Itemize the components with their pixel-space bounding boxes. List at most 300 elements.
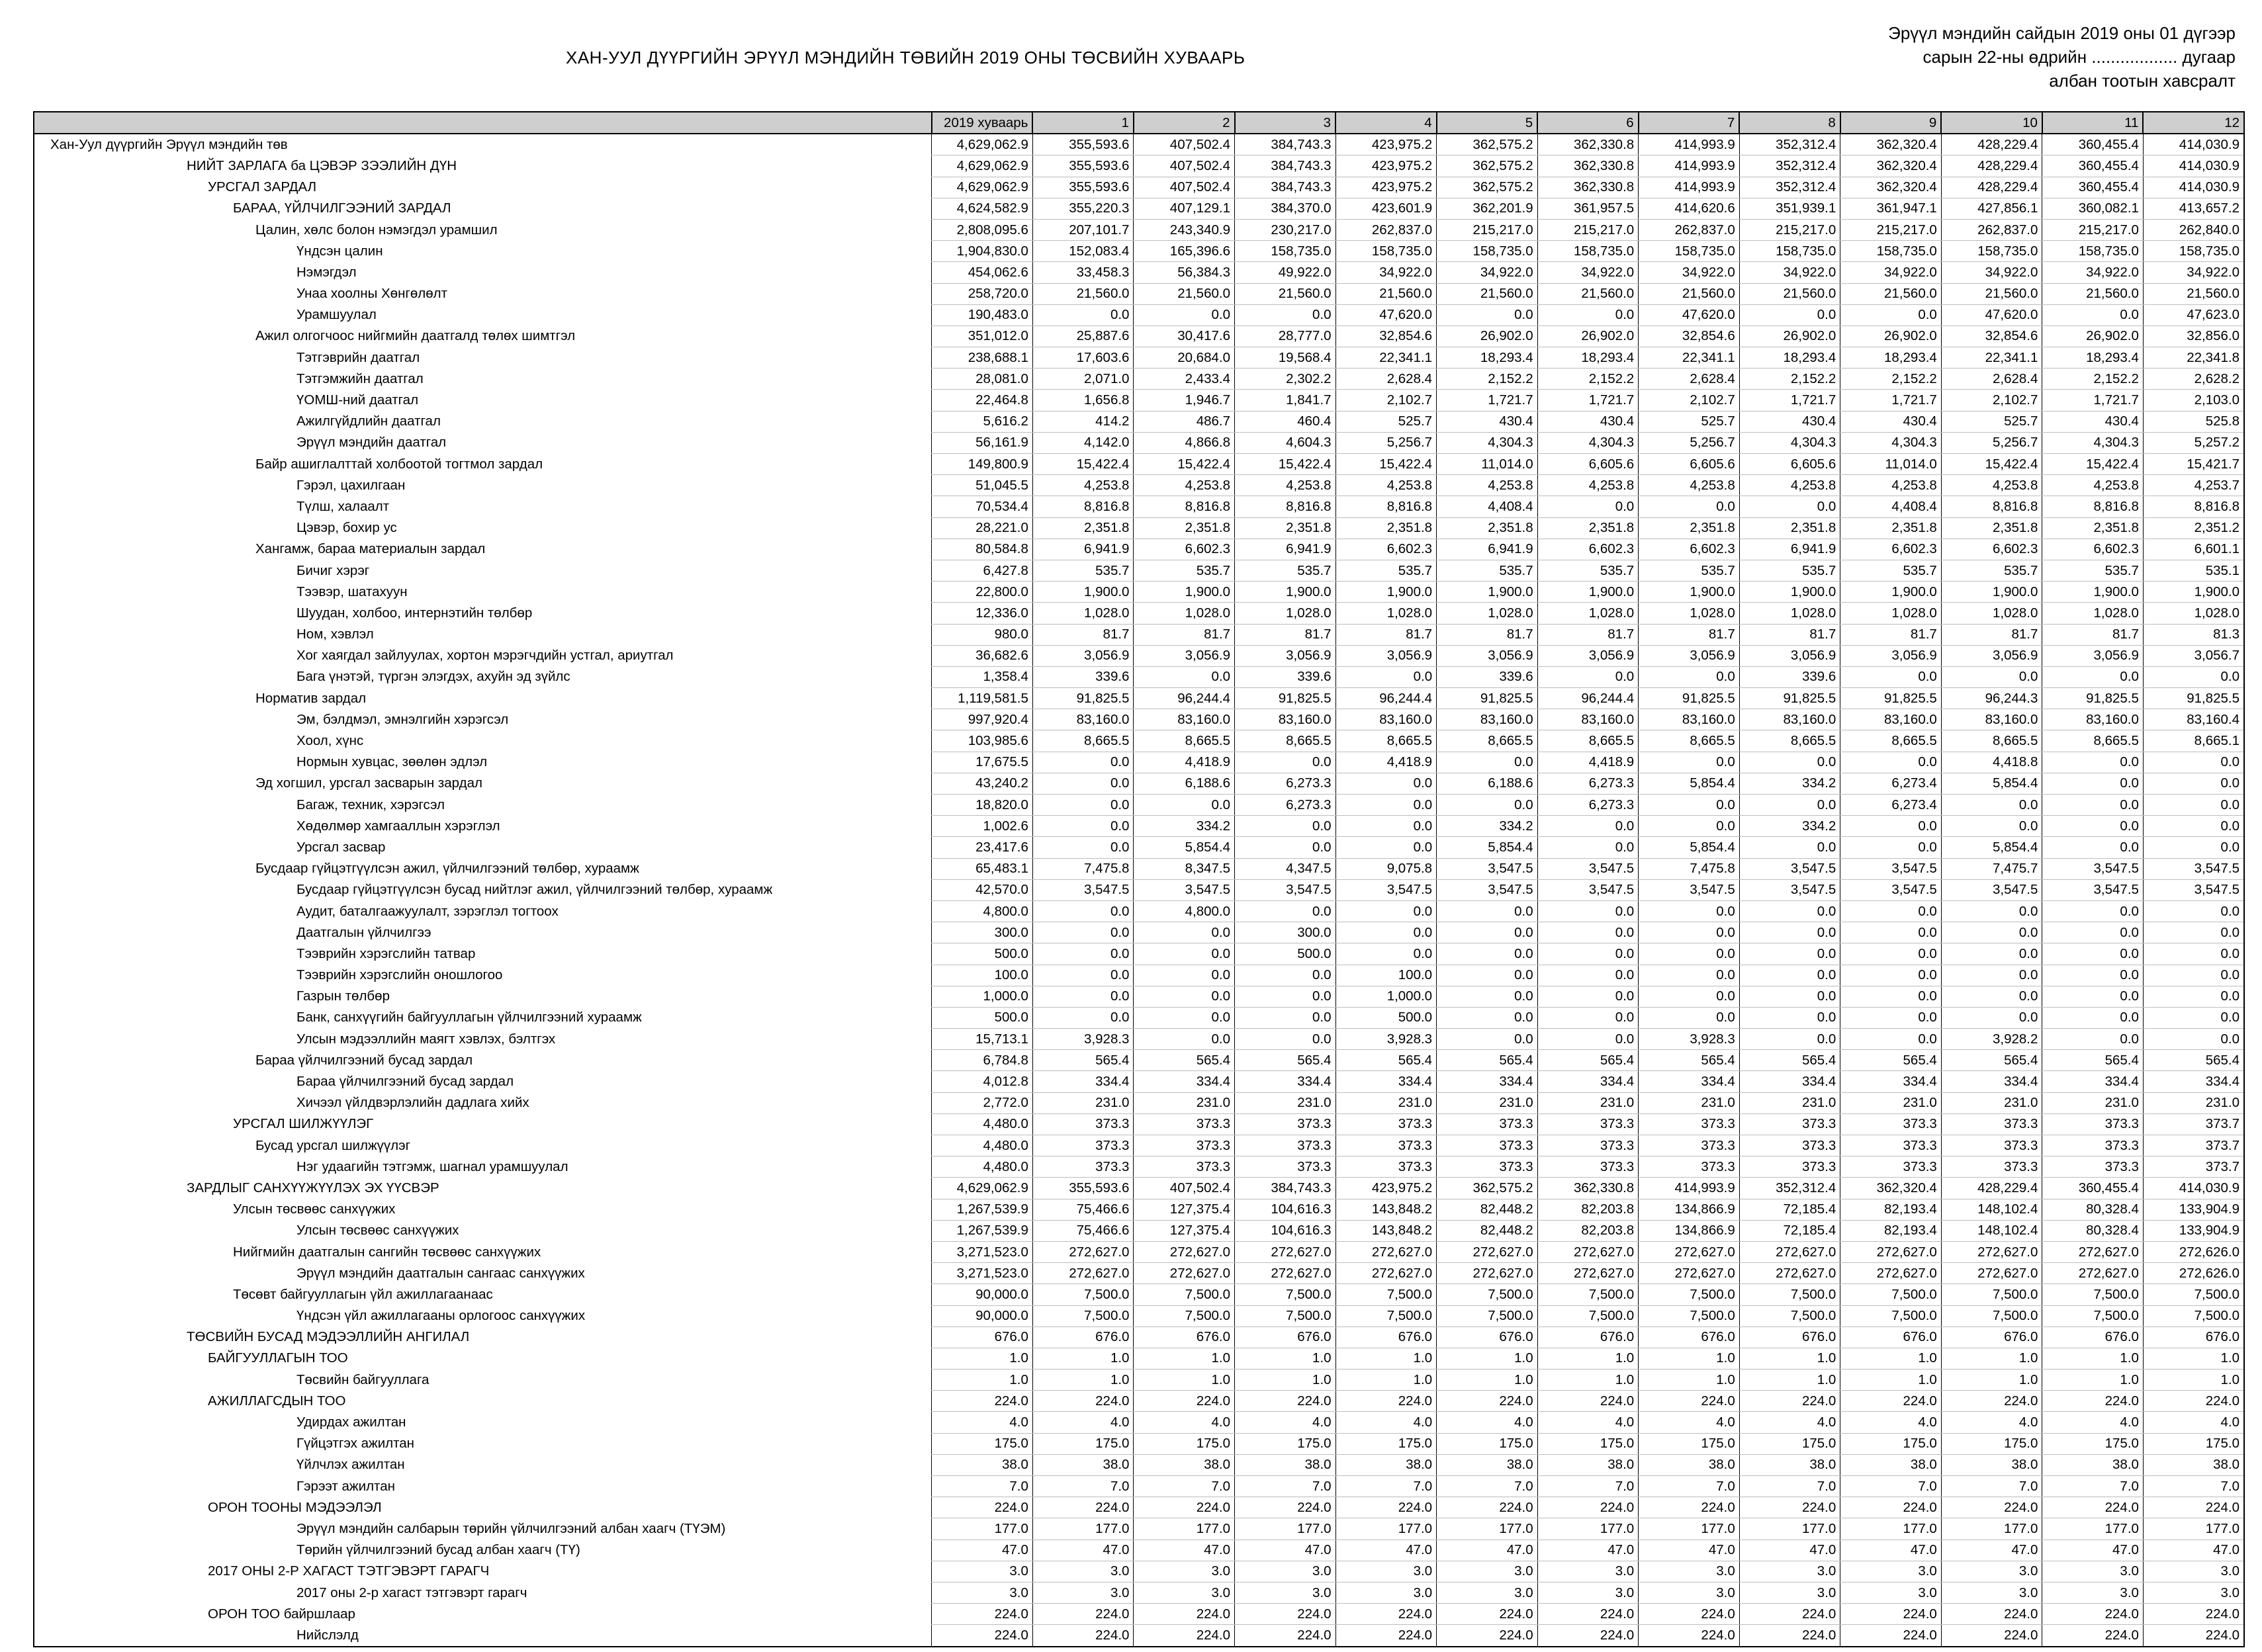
row-label: Төсөвт байгууллагын үйл ажиллагаанаас — [34, 1284, 932, 1305]
row-value: 676.0 — [1840, 1326, 1942, 1348]
row-value: 373.7 — [2143, 1135, 2244, 1156]
row-value: 355,593.6 — [1032, 177, 1134, 198]
row-value: 231.0 — [1235, 1092, 1336, 1113]
row-value: 22,341.1 — [1941, 347, 2042, 369]
row-value: 362,320.4 — [1840, 177, 1942, 198]
row-value: 373.3 — [1537, 1113, 1639, 1135]
row-value: 535.7 — [1235, 560, 1336, 581]
row-value: 272,627.0 — [1032, 1241, 1134, 1262]
row-value: 28,221.0 — [932, 517, 1033, 539]
row-value: 0.0 — [1537, 304, 1639, 326]
row-label: АЖИЛЛАГСДЫН ТОО — [34, 1391, 932, 1412]
table-row — [34, 1029, 2244, 1050]
row-value: 224.0 — [932, 1625, 1033, 1647]
row-label: Тээврийн хэрэгслийн татвар — [34, 943, 932, 965]
row-value: 224.0 — [2042, 1625, 2144, 1647]
table-row — [34, 1454, 2244, 1475]
row-value: 175.0 — [2042, 1433, 2144, 1454]
row-value: 177.0 — [1235, 1518, 1336, 1540]
row-value: 334.4 — [1840, 1071, 1942, 1092]
row-value: 352,312.4 — [1739, 1178, 1840, 1199]
row-value: 373.3 — [1537, 1156, 1639, 1178]
row-value: 352,312.4 — [1739, 134, 1840, 155]
row-value: 334.4 — [1235, 1071, 1336, 1092]
row-value: 2,351.8 — [1335, 517, 1437, 539]
row-value: 3,928.3 — [1335, 1029, 1437, 1050]
row-value: 224.0 — [1840, 1497, 1942, 1518]
row-value: 224.0 — [1335, 1625, 1437, 1647]
row-value: 1,028.0 — [2143, 603, 2244, 624]
table-row — [34, 390, 2244, 411]
row-value: 0.0 — [1639, 1007, 1740, 1028]
row-value: 1,028.0 — [1134, 603, 1235, 624]
row-value: 22,341.1 — [1335, 347, 1437, 369]
table-row — [34, 347, 2244, 369]
row-value: 224.0 — [932, 1391, 1033, 1412]
row-value: 362,320.4 — [1840, 1178, 1942, 1199]
row-value: 7,500.0 — [2143, 1305, 2244, 1326]
row-value: 190,483.0 — [932, 304, 1033, 326]
row-value: 1,900.0 — [1739, 582, 1840, 603]
row-value: 243,340.9 — [1134, 219, 1235, 240]
table-row — [34, 922, 2244, 943]
column-header: 2019 хуваарь — [932, 112, 1033, 134]
row-value: 8,816.8 — [2042, 496, 2144, 517]
row-value: 4.0 — [1639, 1412, 1740, 1433]
row-value: 8,665.1 — [2143, 730, 2244, 752]
row-value: 272,627.0 — [1134, 1263, 1235, 1284]
row-value: 1,267,539.9 — [932, 1220, 1033, 1241]
table-row — [34, 624, 2244, 645]
row-value: 6,941.9 — [1032, 539, 1134, 560]
row-value: 486.7 — [1134, 411, 1235, 432]
row-value: 1,900.0 — [1537, 582, 1639, 603]
row-value: 407,502.4 — [1134, 177, 1235, 198]
approval-note — [1888, 21, 2236, 93]
row-value: 535.1 — [2143, 560, 2244, 581]
row-value: 0.0 — [2042, 1029, 2144, 1050]
row-value: 4,253.8 — [1134, 475, 1235, 496]
row-value: 414,993.9 — [1639, 134, 1740, 155]
row-value: 177.0 — [1739, 1518, 1840, 1540]
row-value: 525.7 — [1639, 411, 1740, 432]
row-value: 5,854.4 — [1639, 773, 1740, 794]
table-row — [34, 1092, 2244, 1113]
row-value: 0.0 — [2143, 1029, 2244, 1050]
table-row — [34, 837, 2244, 858]
row-value: 414,993.9 — [1639, 1178, 1740, 1199]
row-label: Унаа хоолны Хөнгөлөлт — [34, 283, 932, 304]
row-value: 1,900.0 — [1941, 582, 2042, 603]
row-value: 0.0 — [1134, 1007, 1235, 1028]
row-value: 104,616.3 — [1235, 1199, 1336, 1220]
row-value: 8,665.5 — [1739, 730, 1840, 752]
row-value: 224.0 — [1639, 1625, 1740, 1647]
row-value: 3,056.9 — [1235, 645, 1336, 666]
row-value: 231.0 — [1437, 1092, 1538, 1113]
table-row — [34, 326, 2244, 347]
row-value: 1.0 — [1032, 1369, 1134, 1391]
row-value: 224.0 — [1739, 1497, 1840, 1518]
row-label: Улсын төсвөөс санхүүжих — [34, 1220, 932, 1241]
row-value: 224.0 — [1537, 1391, 1639, 1412]
row-value: 0.0 — [1437, 986, 1538, 1007]
row-value: 91,825.5 — [1437, 688, 1538, 709]
row-value: 231.0 — [1335, 1092, 1437, 1113]
row-value: 535.7 — [1437, 560, 1538, 581]
table-row — [34, 603, 2244, 624]
row-value: 4,480.0 — [932, 1113, 1033, 1135]
row-value: 4,012.8 — [932, 1071, 1033, 1092]
row-label: ЗАРДЛЫГ САНХҮҮЖҮҮЛЭХ ЭХ ҮҮСВЭР — [34, 1178, 932, 1199]
row-value: 18,820.0 — [932, 795, 1033, 816]
row-value: 224.0 — [1235, 1497, 1336, 1518]
row-value: 18,293.4 — [1739, 347, 1840, 369]
row-value: 0.0 — [1840, 816, 1942, 837]
row-value: 1.0 — [1639, 1369, 1740, 1391]
row-value: 423,975.2 — [1335, 177, 1437, 198]
row-value: 96,244.3 — [1941, 688, 2042, 709]
row-value: 177.0 — [1032, 1518, 1134, 1540]
table-row — [34, 879, 2244, 900]
row-label: Хан-Уул дүүргийн Эрүүл мэндийн төв — [34, 134, 932, 155]
row-value: 3,056.9 — [1134, 645, 1235, 666]
row-value: 224.0 — [1941, 1497, 2042, 1518]
row-value: 3,547.5 — [1739, 858, 1840, 879]
row-value: 215,217.0 — [2042, 219, 2144, 240]
row-value: 565.4 — [1235, 1050, 1336, 1071]
row-value: 4,253.8 — [1335, 475, 1437, 496]
table-row — [34, 816, 2244, 837]
row-value: 460.4 — [1235, 411, 1336, 432]
row-value: 262,837.0 — [1639, 219, 1740, 240]
row-label: Бага үнэтэй, түргэн элэгдэх, ахуйн эд зүйлс — [34, 666, 932, 687]
row-value: 4,408.4 — [1840, 496, 1942, 517]
row-value: 3.0 — [1941, 1582, 2042, 1603]
row-value: 32,854.6 — [1941, 326, 2042, 347]
table-row — [34, 688, 2244, 709]
row-value: 224.0 — [1335, 1604, 1437, 1625]
row-value: 272,627.0 — [1739, 1263, 1840, 1284]
row-value: 339.6 — [1437, 666, 1538, 687]
row-value: 0.0 — [2143, 816, 2244, 837]
row-value: 6,427.8 — [932, 560, 1033, 581]
table-row — [34, 1518, 2244, 1540]
row-value: 0.0 — [1941, 986, 2042, 1007]
row-value: 0.0 — [1840, 922, 1942, 943]
row-value: 2,152.2 — [1739, 369, 1840, 390]
row-value: 0.0 — [1437, 304, 1538, 326]
row-label: Банк, санхүүгийн байгууллагын үйлчилгээний хураамж — [34, 1007, 932, 1028]
row-value: 15,422.4 — [1134, 454, 1235, 475]
row-value: 83,160.4 — [2143, 709, 2244, 730]
row-value: 158,735.0 — [1235, 241, 1336, 262]
row-value: 224.0 — [1840, 1625, 1942, 1647]
row-value: 0.0 — [1537, 1029, 1639, 1050]
row-value: 224.0 — [1235, 1625, 1336, 1647]
row-value: 3.0 — [1032, 1582, 1134, 1603]
table-row — [34, 454, 2244, 475]
row-value: 7.0 — [2042, 1476, 2144, 1497]
row-value: 21,560.0 — [1941, 283, 2042, 304]
row-value: 7,500.0 — [1335, 1284, 1437, 1305]
row-value: 19,568.4 — [1235, 347, 1336, 369]
row-value: 0.0 — [1537, 922, 1639, 943]
row-value: 3,056.9 — [1437, 645, 1538, 666]
column-header: 5 — [1437, 112, 1538, 134]
row-value: 7,500.0 — [1134, 1284, 1235, 1305]
row-value: 373.3 — [1437, 1135, 1538, 1156]
row-label: Тээвэр, шатахуун — [34, 582, 932, 603]
row-value: 91,825.5 — [1739, 688, 1840, 709]
row-label: Тээврийн хэрэгслийн оношлогоо — [34, 965, 932, 986]
row-value: 215,217.0 — [1840, 219, 1942, 240]
row-value: 0.0 — [1032, 752, 1134, 773]
row-value: 3.0 — [1639, 1561, 1740, 1582]
row-value: 6,605.6 — [1537, 454, 1639, 475]
row-value: 231.0 — [1840, 1092, 1942, 1113]
row-value: 1.0 — [1941, 1348, 2042, 1369]
row-value: 373.3 — [1134, 1113, 1235, 1135]
row-value: 1.0 — [2143, 1348, 2244, 1369]
row-label: Түлш, халаалт — [34, 496, 932, 517]
row-value: 1.0 — [2042, 1348, 2144, 1369]
row-value: 334.4 — [1032, 1071, 1134, 1092]
row-value: 6,602.3 — [1335, 539, 1437, 560]
row-value: 2,302.2 — [1235, 369, 1336, 390]
row-value: 4,629,062.9 — [932, 134, 1033, 155]
row-value: 0.0 — [1739, 752, 1840, 773]
row-value: 18,293.4 — [1840, 347, 1942, 369]
table-row — [34, 1113, 2244, 1135]
row-value: 0.0 — [1437, 1029, 1538, 1050]
row-value: 1,900.0 — [1335, 582, 1437, 603]
row-value: 565.4 — [1335, 1050, 1437, 1071]
row-value: 535.7 — [1537, 560, 1639, 581]
row-value: 384,743.3 — [1235, 134, 1336, 155]
row-value: 175.0 — [1235, 1433, 1336, 1454]
row-value: 158,735.0 — [1639, 241, 1740, 262]
row-value: 1.0 — [1437, 1348, 1538, 1369]
row-value: 231.0 — [1032, 1092, 1134, 1113]
row-value: 177.0 — [2042, 1518, 2144, 1540]
row-label: Ном, хэвлэл — [34, 624, 932, 645]
row-value: 373.3 — [2042, 1135, 2144, 1156]
row-value: 4,253.8 — [1537, 475, 1639, 496]
row-value: 565.4 — [2143, 1050, 2244, 1071]
row-value: 3.0 — [1537, 1561, 1639, 1582]
row-value: 21,560.0 — [1134, 283, 1235, 304]
row-value: 3,928.3 — [1639, 1029, 1740, 1050]
row-value: 7,500.0 — [1739, 1305, 1840, 1326]
row-value: 0.0 — [1032, 795, 1134, 816]
row-label: Хичээл үйлдвэрлэлийн дадлага хийх — [34, 1092, 932, 1113]
row-value: 96,244.4 — [1134, 688, 1235, 709]
row-value: 373.3 — [2042, 1113, 2144, 1135]
row-value: 1,028.0 — [1639, 603, 1740, 624]
row-value: 0.0 — [1437, 943, 1538, 965]
table-row — [34, 582, 2244, 603]
row-value: 0.0 — [1134, 965, 1235, 986]
row-value: 224.0 — [1134, 1497, 1235, 1518]
row-value: 3,547.5 — [2143, 879, 2244, 900]
row-value: 80,328.4 — [2042, 1220, 2144, 1241]
row-value: 224.0 — [1537, 1625, 1639, 1647]
row-value: 0.0 — [2042, 816, 2144, 837]
row-value: 535.7 — [2042, 560, 2144, 581]
row-value: 21,560.0 — [1235, 283, 1336, 304]
row-value: 8,816.8 — [1235, 496, 1336, 517]
row-value: 0.0 — [2042, 900, 2144, 922]
row-value: 224.0 — [2042, 1391, 2144, 1412]
table-row — [34, 1135, 2244, 1156]
table-row — [34, 304, 2244, 326]
row-value: 676.0 — [1739, 1326, 1840, 1348]
row-value: 38.0 — [1032, 1454, 1134, 1475]
row-value: 262,837.0 — [1335, 219, 1437, 240]
row-value: 1,119,581.5 — [932, 688, 1033, 709]
row-label: Даатгалын үйлчилгээ — [34, 922, 932, 943]
column-header: 9 — [1840, 112, 1942, 134]
row-label: ҮОМШ-ний даатгал — [34, 390, 932, 411]
row-value: 272,627.0 — [1941, 1263, 2042, 1284]
table-row — [34, 219, 2244, 240]
row-value: 500.0 — [932, 1007, 1033, 1028]
row-value: 2,628.4 — [1941, 369, 2042, 390]
row-value: 3,547.5 — [2143, 858, 2244, 879]
column-header: 1 — [1032, 112, 1134, 134]
table-row — [34, 1625, 2244, 1647]
row-value: 224.0 — [1840, 1391, 1942, 1412]
row-value: 676.0 — [1134, 1326, 1235, 1348]
row-value: 83,160.0 — [1941, 709, 2042, 730]
row-value: 207,101.7 — [1032, 219, 1134, 240]
row-value: 1.0 — [1437, 1369, 1538, 1391]
row-value: 6,941.9 — [1739, 539, 1840, 560]
row-label: Гэрэл, цахилгаан — [34, 475, 932, 496]
row-label: 2017 ОНЫ 2-Р ХАГАСТ ТЭТГЭВЭРТ ГАРАГЧ — [34, 1561, 932, 1582]
row-value: 6,273.4 — [1840, 795, 1942, 816]
row-value: 38.0 — [1235, 1454, 1336, 1475]
row-value: 4.0 — [1134, 1412, 1235, 1433]
row-value: 0.0 — [1032, 816, 1134, 837]
row-value: 175.0 — [1941, 1433, 2042, 1454]
row-value: 230,217.0 — [1235, 219, 1336, 240]
row-value: 15,422.4 — [1032, 454, 1134, 475]
row-value: 676.0 — [1437, 1326, 1538, 1348]
row-value: 8,665.5 — [1134, 730, 1235, 752]
table-row — [34, 1263, 2244, 1284]
row-value: 6,941.9 — [1437, 539, 1538, 560]
row-value: 373.3 — [1437, 1156, 1538, 1178]
row-value: 1.0 — [2143, 1369, 2244, 1391]
row-value: 1,358.4 — [932, 666, 1033, 687]
row-label: Үндсэн үйл ажиллагааны орлогоос санхүүжих — [34, 1305, 932, 1326]
row-value: 373.3 — [1537, 1135, 1639, 1156]
row-value: 133,904.9 — [2143, 1220, 2244, 1241]
row-value: 360,455.4 — [2042, 134, 2144, 155]
table-row — [34, 1156, 2244, 1178]
row-value: 177.0 — [1639, 1518, 1740, 1540]
row-value: 21,560.0 — [1437, 283, 1538, 304]
row-value: 4,624,582.9 — [932, 198, 1033, 219]
row-value: 3,056.9 — [1639, 645, 1740, 666]
row-label: БАРАА, ҮЙЛЧИЛГЭЭНИЙ ЗАРДАЛ — [34, 198, 932, 219]
row-value: 81.7 — [2042, 624, 2144, 645]
table-row — [34, 900, 2244, 922]
row-value: 0.0 — [2143, 752, 2244, 773]
row-value: 224.0 — [932, 1604, 1033, 1625]
row-value: 224.0 — [1134, 1391, 1235, 1412]
row-value: 215,217.0 — [1437, 219, 1538, 240]
row-value: 334.4 — [2143, 1071, 2244, 1092]
row-value: 22,341.1 — [1639, 347, 1740, 369]
row-value: 4,304.3 — [1537, 432, 1639, 453]
row-label: Хөдөлмөр хамгааллын хэрэглэл — [34, 816, 932, 837]
row-value: 4,253.8 — [1941, 475, 2042, 496]
row-value: 224.0 — [1235, 1391, 1336, 1412]
row-value: 30,417.6 — [1134, 326, 1235, 347]
row-value: 428,229.4 — [1941, 177, 2042, 198]
table-row — [34, 134, 2244, 155]
row-value: 361,947.1 — [1840, 198, 1942, 219]
row-value: 38.0 — [1941, 1454, 2042, 1475]
table-row — [34, 198, 2244, 219]
row-label: Төсвийн байгууллага — [34, 1369, 932, 1391]
row-value: 81.7 — [1537, 624, 1639, 645]
row-value: 231.0 — [2042, 1092, 2144, 1113]
row-value: 158,735.0 — [1437, 241, 1538, 262]
row-value: 38.0 — [1335, 1454, 1437, 1475]
row-value: 3.0 — [1235, 1582, 1336, 1603]
row-value: 15,421.7 — [2143, 454, 2244, 475]
table-row — [34, 795, 2244, 816]
approval-note-line: Эрүүл мэндийн сайдын 2019 оны 01 дүгээр — [1888, 23, 2236, 43]
row-value: 4.0 — [1437, 1412, 1538, 1433]
table-row — [34, 1241, 2244, 1262]
row-value: 224.0 — [1437, 1497, 1538, 1518]
row-value: 5,256.7 — [1941, 432, 2042, 453]
row-label: Норматив зардал — [34, 688, 932, 709]
row-value: 224.0 — [1941, 1604, 2042, 1625]
row-value: 91,825.5 — [1235, 688, 1336, 709]
row-label: ТӨСВИЙН БУСАД МЭДЭЭЛЛИЙН АНГИЛАЛ — [34, 1326, 932, 1348]
row-value: 33,458.3 — [1032, 262, 1134, 283]
row-value: 272,627.0 — [1840, 1241, 1942, 1262]
row-value: 158,735.0 — [1537, 241, 1639, 262]
row-value: 4,142.0 — [1032, 432, 1134, 453]
row-value: 15,422.4 — [1941, 454, 2042, 475]
row-value: 0.0 — [1537, 1007, 1639, 1028]
row-value: 414,993.9 — [1639, 155, 1740, 177]
column-header: 11 — [2042, 112, 2144, 134]
row-value: 3,547.5 — [1639, 879, 1740, 900]
row-value: 12,336.0 — [932, 603, 1033, 624]
row-value: 4,304.3 — [1437, 432, 1538, 453]
row-label: Үндсэн цалин — [34, 241, 932, 262]
row-value: 351,012.0 — [932, 326, 1033, 347]
row-value: 7,500.0 — [1941, 1305, 2042, 1326]
row-value: 373.3 — [1032, 1113, 1134, 1135]
row-value: 407,502.4 — [1134, 1178, 1235, 1199]
row-value: 4,253.8 — [1739, 475, 1840, 496]
row-value: 351,939.1 — [1739, 198, 1840, 219]
row-value: 3,056.9 — [1335, 645, 1437, 666]
row-value: 0.0 — [1840, 965, 1942, 986]
row-value: 158,735.0 — [2042, 241, 2144, 262]
row-value: 175.0 — [1032, 1433, 1134, 1454]
row-value: 355,593.6 — [1032, 134, 1134, 155]
